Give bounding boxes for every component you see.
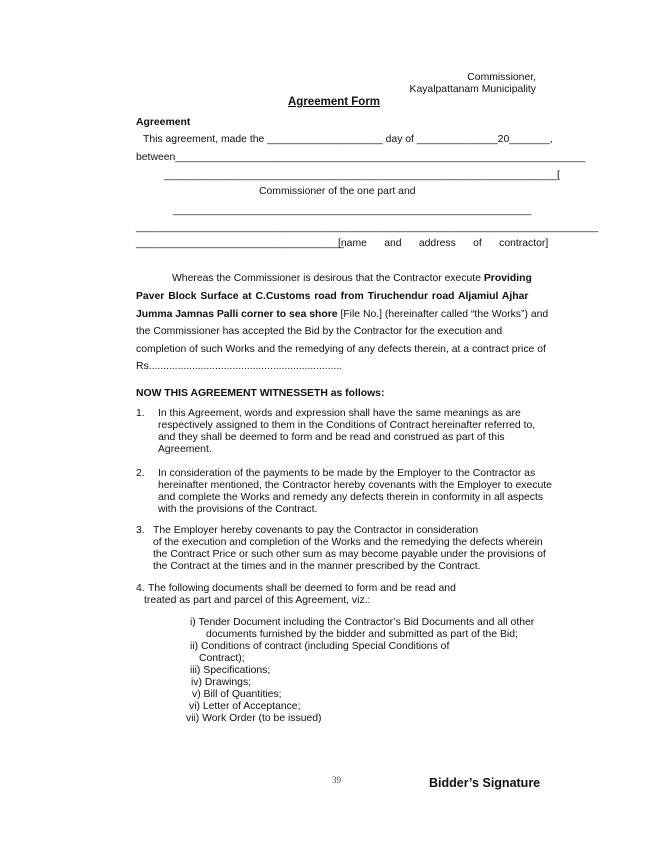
clause-2-line-3: and complete the Works and remedy any defects therein in conformity in all aspects	[158, 492, 544, 503]
clause-3-line-2: of the execution and completion of the Works and the remedying the defects wherein	[153, 537, 543, 548]
page-title: Agreement Form	[288, 96, 381, 108]
whereas-line-3	[136, 309, 548, 320]
work-name-part-1: Providing	[483, 273, 532, 284]
blank-line-2: ______________________________________________________________	[173, 205, 532, 216]
contract-price-line: Rs...................................................................	[136, 361, 343, 372]
clause-3-line-3: the Contract Price or such other sum as may become payable under the provisions of	[153, 549, 546, 560]
clause-4-line-1: The following documents shall be deemed to form and be read and	[148, 583, 456, 594]
clause-4-number: 4.	[136, 583, 145, 594]
clause-3-number: 3.	[136, 525, 145, 536]
work-name-part-2: Paver Block Surface at C.Customs road from Tiruchendur road Aljamiul Ajhar	[136, 291, 529, 302]
doc-item-1: i) Tender Document including the Contractor’s Bid Documents and all other	[190, 617, 535, 628]
witnesseth-heading: NOW THIS AGREEMENT WITNESSETH as follows:	[136, 388, 385, 399]
clause-2-line-4: with the provisions of the Contract.	[158, 504, 318, 515]
whereas-line-1	[172, 273, 532, 284]
bidder-signature-label: Bidder’s Signature	[429, 776, 541, 790]
whereas-line-5: completion of such Works and the remedying of any defects therein, at a contract price of	[136, 344, 546, 355]
doc-item-2-cont: Contract);	[199, 653, 245, 664]
doc-item-6: vi) Letter of Acceptance;	[189, 701, 301, 712]
clause-1-line-3: and they shall be deemed to form and be read and construed as part of this	[158, 432, 505, 443]
clause-1-line-4: Agreement.	[158, 444, 212, 455]
clause-2-line-2: hereinafter mentioned, the Contractor hereby covenants with the Employer to execute	[158, 480, 552, 491]
whereas-text: Whereas the Commissioner is desirous that the Contractor execute	[172, 273, 481, 284]
doc-item-7: vii) Work Order (to be issued)	[186, 713, 322, 724]
agreement-heading: Agreement	[136, 117, 191, 128]
commissioner-line: Commissioner of the one part and	[259, 186, 416, 197]
file-no-text: [File No.] (hereinafter called “the Works”) and	[337, 309, 549, 320]
between-line: between_______________________________________________________________________	[136, 152, 586, 163]
doc-item-2: ii) Conditions of contract (including Special Conditions of	[190, 641, 450, 652]
doc-item-4: iv) Drawings;	[191, 677, 252, 688]
contractor-name-blank: ____________________________________	[136, 238, 345, 249]
addressee-line-2: Kayalpattanam Municipality	[409, 84, 536, 95]
whereas-line-4: the Commissioner has accepted the Bid by the Contractor for the execution and	[136, 326, 503, 337]
agreement-date-line: This agreement, made the ____________________ day of ______________20_______,	[143, 134, 553, 145]
page-number: 39	[332, 775, 341, 785]
blank-line-1: ____________________________________________________________________[	[164, 170, 560, 181]
work-name-part-3: Jumma Jamnas Palli corner to sea shore	[136, 309, 338, 320]
blank-line-3: ________________________________________________________________________________	[136, 222, 599, 233]
doc-item-5: v) Bill of Quantities;	[192, 689, 282, 700]
doc-item-1-cont: documents furnished by the bidder and submitted as part of the Bid;	[206, 629, 518, 640]
addressee-line-1: Commissioner,	[467, 72, 536, 83]
clause-1-line-1: In this Agreement, words and expression shall have the same meanings as are	[158, 408, 521, 419]
clause-3-line-1: The Employer hereby covenants to pay the Contractor in consideration	[153, 525, 479, 536]
clause-2-line-1: In consideration of the payments to be made by the Employer to the Contractor as	[158, 468, 536, 479]
doc-item-3: iii) Specifications;	[190, 665, 271, 676]
clause-4-line-2: treated as part and parcel of this Agreement, viz.:	[144, 595, 371, 606]
contractor-name-label: [name and address of contractor]	[338, 238, 549, 249]
clause-2-number: 2.	[136, 468, 145, 479]
clause-1-number: 1.	[136, 408, 145, 419]
clause-1-line-2: respectively assigned to them in the Conditions of Contract hereinafter referred to,	[158, 420, 536, 431]
clause-3-line-4: the Contract at the times and in the manner prescribed by the Contract.	[153, 561, 481, 572]
